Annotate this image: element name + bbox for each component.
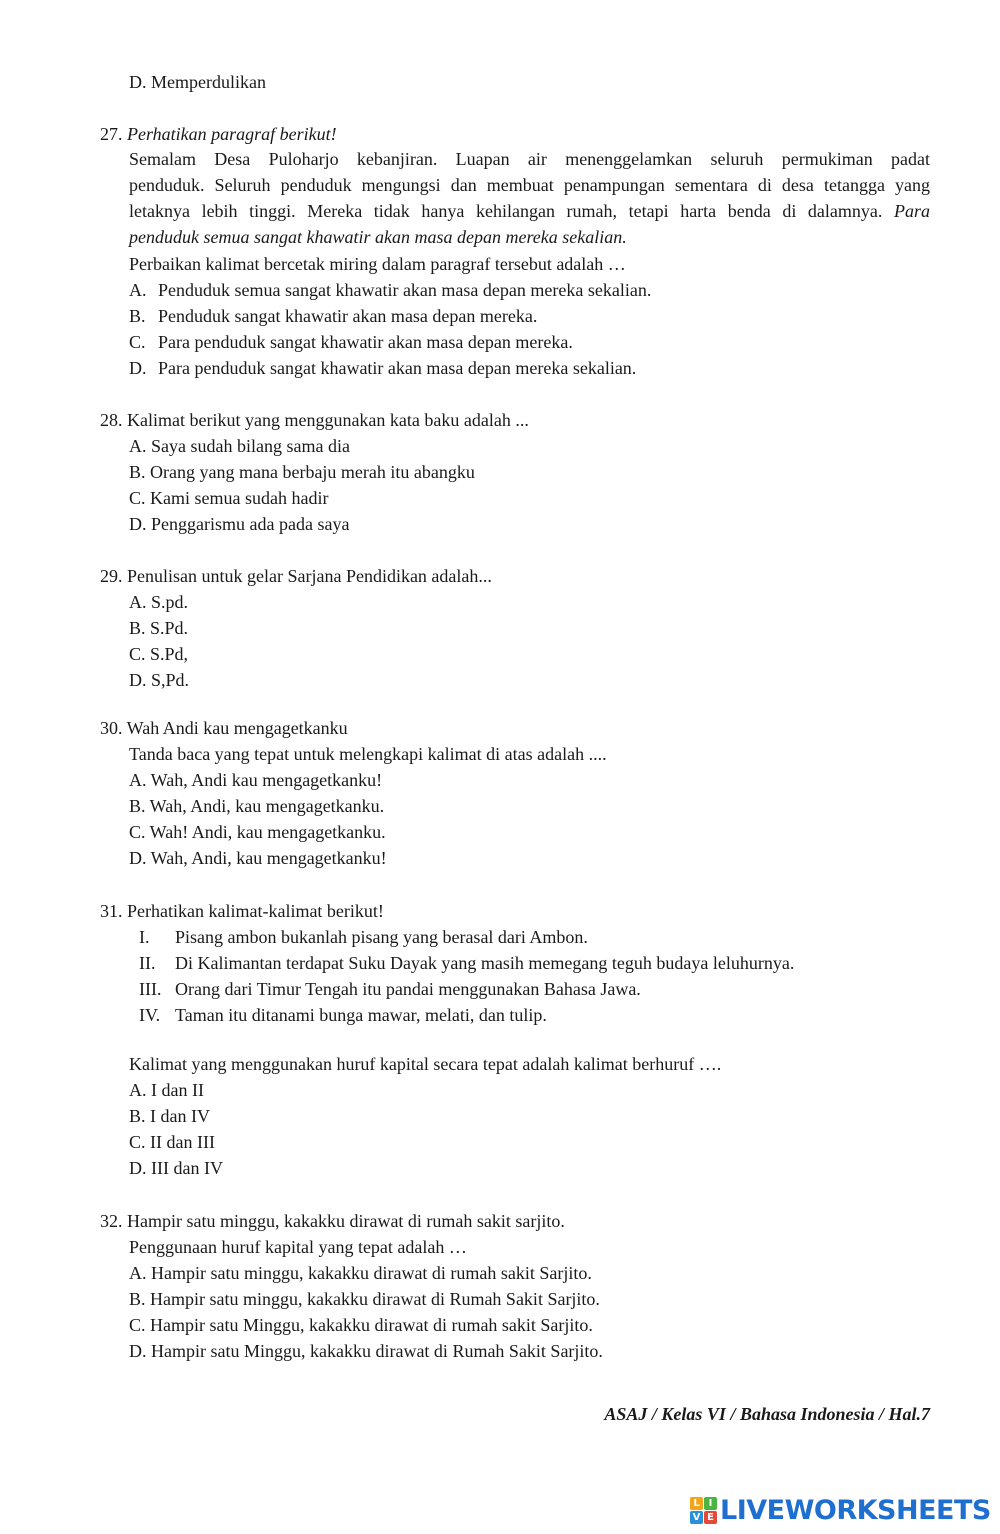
q27-option[interactable] bbox=[129, 329, 829, 355]
q32-question: Penggunaan huruf kapital yang tepat adalah … bbox=[129, 1237, 467, 1257]
q27-stem bbox=[100, 121, 337, 147]
q31-sentence bbox=[139, 976, 899, 1002]
option-key: A. bbox=[129, 280, 147, 300]
q28-stem: 28. Kalimat berikut yang menggunakan kata baku adalah ... bbox=[100, 410, 529, 430]
q29-option[interactable]: B. S.Pd. bbox=[129, 618, 189, 638]
logo-letter: V bbox=[690, 1511, 703, 1524]
q31-sentence bbox=[139, 924, 899, 950]
q27-prompt: Perhatikan paragraf berikut! bbox=[127, 124, 337, 144]
q28-option[interactable]: D. Penggarismu ada pada saya bbox=[129, 514, 350, 534]
q27-question: Perbaikan kalimat bercetak miring dalam paragraf tersebut adalah … bbox=[129, 254, 626, 274]
logo-letter: E bbox=[704, 1511, 717, 1524]
sentence-key: IV. bbox=[139, 1005, 161, 1025]
q29-option[interactable]: A. S.pd. bbox=[129, 592, 189, 612]
page-footer: ASAJ / Kelas VI / Bahasa Indonesia / Hal.7 bbox=[604, 1404, 930, 1424]
q28-option[interactable]: B. Orang yang mana berbaju merah itu abangku bbox=[129, 462, 475, 482]
q30-stem: 30. Wah Andi kau mengagetkanku bbox=[100, 718, 348, 738]
liveworksheets-logo-icon bbox=[690, 1497, 716, 1523]
q28-option[interactable]: A. Saya sudah bilang sama dia bbox=[129, 436, 350, 456]
q31-option[interactable]: D. III dan IV bbox=[129, 1158, 223, 1178]
q31-option[interactable]: B. I dan IV bbox=[129, 1106, 210, 1126]
logo-letter: L bbox=[690, 1497, 703, 1510]
q30-option[interactable]: C. Wah! Andi, kau mengagetkanku. bbox=[129, 822, 386, 842]
q31-sentence bbox=[139, 1002, 899, 1028]
q28-option[interactable]: C. Kami semua sudah hadir bbox=[129, 488, 329, 508]
q30-option[interactable]: A. Wah, Andi kau mengagetkanku! bbox=[129, 770, 383, 790]
q27-para-italic: penduduk semua sangat khawatir akan masa depan mereka sekalian. bbox=[129, 227, 627, 247]
option-key: D. bbox=[129, 358, 147, 378]
q26-option-d: D. Memperdulikan bbox=[129, 72, 266, 92]
q29-option[interactable]: D. S,Pd. bbox=[129, 670, 190, 690]
sentence-text: Taman itu ditanami bunga mawar, melati, dan tulip. bbox=[175, 1005, 547, 1025]
q32-option[interactable]: D. Hampir satu Minggu, kakakku dirawat di Rumah Sakit Sarjito. bbox=[129, 1341, 603, 1361]
q31-option[interactable]: C. II dan III bbox=[129, 1132, 215, 1152]
q27-option[interactable] bbox=[129, 355, 829, 381]
logo-letter: I bbox=[704, 1497, 717, 1510]
q29-option[interactable]: C. S.Pd, bbox=[129, 644, 189, 664]
brand-text: LIVEWORKSHEETS bbox=[720, 1494, 991, 1526]
q30-question: Tanda baca yang tepat untuk melengkapi kalimat di atas adalah .... bbox=[129, 744, 607, 764]
q32-option[interactable]: B. Hampir satu minggu, kakakku dirawat di Rumah Sakit Sarjito. bbox=[129, 1289, 600, 1309]
option-key: B. bbox=[129, 306, 146, 326]
q27-para-line: penduduk. Seluruh penduduk mengungsi dan membuat penampungan sementara di desa tetangga yang bbox=[129, 175, 930, 195]
q27-para-plain: letaknya lebih tinggi. Mereka tidak hanya kehilangan rumah, tetapi harta benda di dalamnya. bbox=[129, 201, 883, 221]
q27-para-line bbox=[129, 198, 930, 224]
option-text: Para penduduk sangat khawatir akan masa depan mereka sekalian. bbox=[158, 358, 637, 378]
sentence-text: Orang dari Timur Tengah itu pandai menggunakan Bahasa Jawa. bbox=[175, 979, 641, 999]
option-text: Penduduk semua sangat khawatir akan masa depan mereka sekalian. bbox=[158, 280, 652, 300]
liveworksheets-brand bbox=[690, 1493, 991, 1527]
sentence-key: I. bbox=[139, 927, 150, 947]
sentence-text: Di Kalimantan terdapat Suku Dayak yang masih memegang teguh budaya leluhurnya. bbox=[175, 953, 795, 973]
sentence-key: III. bbox=[139, 979, 162, 999]
q29-stem: 29. Penulisan untuk gelar Sarjana Pendidikan adalah... bbox=[100, 566, 492, 586]
q32-option[interactable]: A. Hampir satu minggu, kakakku dirawat di rumah sakit Sarjito. bbox=[129, 1263, 592, 1283]
q27-option[interactable] bbox=[129, 303, 829, 329]
q31-question: Kalimat yang menggunakan huruf kapital secara tepat adalah kalimat berhuruf …. bbox=[129, 1054, 722, 1074]
q31-sentence bbox=[139, 950, 899, 976]
q27-option[interactable] bbox=[129, 277, 829, 303]
q32-stem: 32. Hampir satu minggu, kakakku dirawat di rumah sakit sarjito. bbox=[100, 1211, 565, 1231]
option-key: C. bbox=[129, 332, 146, 352]
sentence-text: Pisang ambon bukanlah pisang yang berasal dari Ambon. bbox=[175, 927, 588, 947]
sentence-key: II. bbox=[139, 953, 156, 973]
q27-para-italic: Para bbox=[894, 201, 931, 221]
q31-option[interactable]: A. I dan II bbox=[129, 1080, 204, 1100]
option-text: Penduduk sangat khawatir akan masa depan mereka. bbox=[158, 306, 538, 326]
q31-stem: 31. Perhatikan kalimat-kalimat berikut! bbox=[100, 901, 384, 921]
option-text: Para penduduk sangat khawatir akan masa depan mereka. bbox=[158, 332, 573, 352]
q30-option[interactable]: B. Wah, Andi, kau mengagetkanku. bbox=[129, 796, 385, 816]
q30-option[interactable]: D. Wah, Andi, kau mengagetkanku! bbox=[129, 848, 387, 868]
q27-paragraph bbox=[129, 146, 930, 250]
q27-number: 27. bbox=[100, 124, 123, 144]
q27-para-line: Semalam Desa Puloharjo kebanjiran. Luapan air menenggelamkan seluruh permukiman padat bbox=[129, 149, 930, 169]
q32-option[interactable]: C. Hampir satu Minggu, kakakku dirawat di rumah sakit Sarjito. bbox=[129, 1315, 593, 1335]
q27-para-line bbox=[129, 224, 930, 250]
